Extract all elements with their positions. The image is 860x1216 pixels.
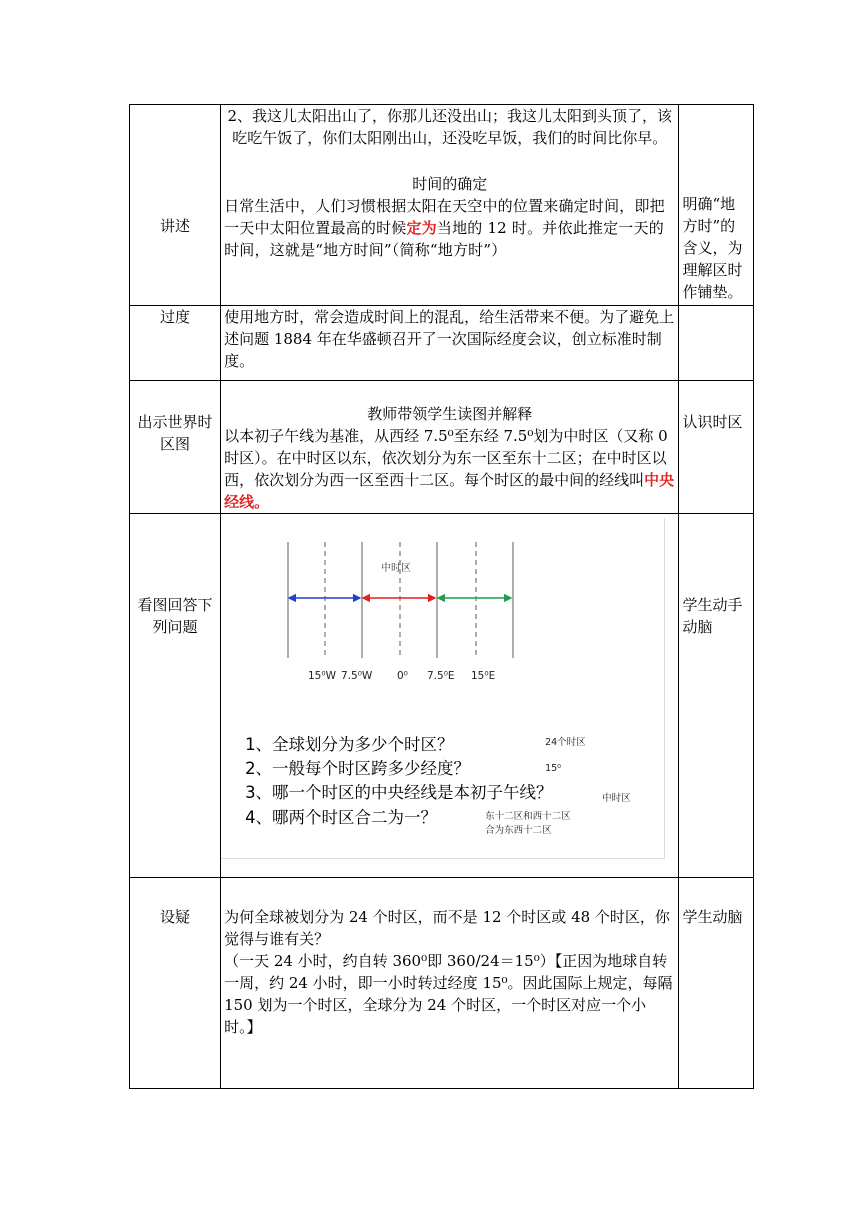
content-cell	[221, 381, 679, 514]
question-2: 2、一般每个时区跨多少经度？	[245, 759, 471, 778]
zone-label: 中时区	[381, 563, 412, 574]
teaching-note: 明确“地方时”的含义，为理解区时作铺垫。	[682, 195, 743, 301]
question-3: 3、哪一个时区的中央经线是本初子午线？	[245, 783, 553, 802]
emphasis-text: 定为	[406, 219, 437, 237]
note-cell	[679, 105, 754, 306]
note-cell	[679, 381, 754, 514]
tick-label: 7.5⁰E	[427, 670, 455, 682]
lesson-plan-table	[129, 104, 754, 1089]
row-label: 看图回答下列问题	[137, 596, 213, 636]
answer-4-continued: 合为东西十二区	[485, 825, 552, 836]
paragraph: 2、我这儿太阳出山了，你那儿还没出山；我这儿太阳到头顶了，该吃吃午饭了，你们太阳刚出山，还没吃早饭，我们的时间比你早。	[227, 107, 673, 147]
row-label-cell	[130, 381, 221, 514]
answer-4: 东十二区和西十二区	[485, 811, 571, 822]
tick-label: 0⁰	[397, 670, 408, 682]
note-cell	[679, 306, 754, 381]
paragraph	[224, 195, 675, 261]
tick-label: 7.5⁰W	[341, 670, 373, 682]
answer-1: 24个时区	[545, 737, 586, 748]
question-1: 1、全球划分为多少个时区？	[245, 735, 454, 754]
teaching-note: 认识时区	[682, 413, 743, 431]
content-cell	[221, 306, 679, 381]
text-run: 日常生活中，人们习惯根据太阳在天空中的位置来确定时间，即把一天中太阳位置最高的时候	[224, 197, 665, 237]
row-label-cell	[130, 306, 221, 381]
answer-3: 中时区	[602, 793, 631, 804]
tick-label: 15⁰W	[308, 670, 337, 682]
paragraph	[224, 425, 675, 513]
teaching-note: 学生动脑	[682, 908, 743, 926]
time-zone-figure	[221, 518, 665, 859]
note-cell	[679, 514, 754, 878]
content-cell	[221, 514, 679, 878]
table-row	[130, 381, 754, 514]
row-label: 讲述	[160, 217, 191, 235]
row-label-cell	[130, 105, 221, 306]
answer-2: 15⁰	[545, 763, 561, 774]
paragraph: 为何全球被划分为 24 个时区，而不是 12 个时区或 48 个时区，你觉得与谁有关？	[224, 908, 670, 948]
table-row	[130, 105, 754, 306]
paragraph: （一天 24 小时，约自转 360⁰即 360/24＝15⁰）【正因为地球自转一周，约 24 小时，即一小时转过经度 15⁰。因此国际上规定，每隔 150 划为一个时区，全球分为 24 个时区，一个时区对应一个小时。】	[224, 952, 673, 1036]
table-row	[130, 514, 754, 878]
row-label: 过度	[160, 308, 191, 326]
content-cell	[221, 105, 679, 306]
text-run: 当地的 12 时。并依此推定一天的时间，这就是“地方时间”（简称“地方时”）	[224, 219, 664, 259]
teaching-note: 学生动手动脑	[682, 596, 743, 636]
row-label-cell	[130, 878, 221, 1089]
note-cell	[679, 878, 754, 1089]
text-run: 以本初子午线为基准，从西经 7.5⁰至东经 7.5⁰划为中时区（又称 0 时区）。在中时区以东，依次划分为东一区至东十二区；在中时区以西，依次划分为西一区至西十二区。每个时区的最中间的经线叫	[224, 427, 668, 489]
paragraph: 使用地方时，常会造成时间上的混乱，给生活带来不便。为了避免上述问题 1884 年在华盛顿召开了一次国际经度会议，创立标准时制度。	[224, 308, 675, 370]
row-label: 出示世界时区图	[137, 413, 213, 453]
content-cell	[221, 878, 679, 1089]
row-label: 设疑	[160, 908, 191, 926]
table-row	[130, 306, 754, 381]
tick-label: 15⁰E	[471, 670, 496, 682]
section-heading: 时间的确定	[412, 175, 488, 193]
question-4: 4、哪两个时区合二为一？	[245, 808, 438, 827]
table-row	[130, 878, 754, 1089]
row-label-cell	[130, 514, 221, 878]
section-heading: 教师带领学生读图并解释	[367, 405, 533, 423]
emphasis-text: 中央经线。	[224, 471, 675, 511]
